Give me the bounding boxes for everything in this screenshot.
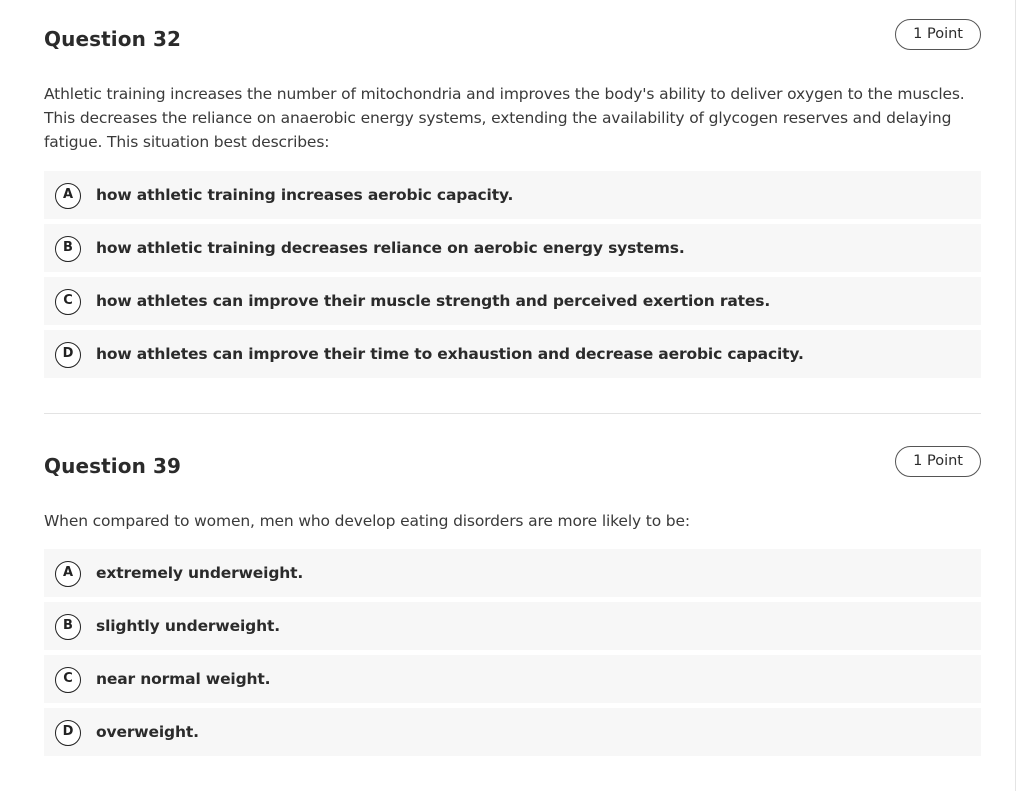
option-text: how athletes can improve their time to exhaustion and decrease aerobic capacity.: [96, 345, 804, 363]
answer-option-a[interactable]: [44, 549, 981, 597]
answer-options: [44, 549, 981, 761]
option-text: how athletic training decreases reliance on aerobic energy systems.: [96, 239, 685, 257]
option-letter-a: A: [55, 183, 81, 209]
question-title: Question 32: [44, 27, 181, 51]
question-header: [44, 25, 981, 65]
option-text: overweight.: [96, 723, 199, 741]
answer-option-b[interactable]: [44, 224, 981, 272]
question-title: Question 39: [44, 454, 181, 478]
question-32: [44, 25, 981, 363]
option-letter-b: B: [55, 614, 81, 640]
answer-options: [44, 171, 981, 383]
answer-option-a[interactable]: [44, 171, 981, 219]
points-badge: 1 Point: [895, 446, 981, 477]
option-letter-c: C: [55, 667, 81, 693]
option-text: near normal weight.: [96, 670, 271, 688]
option-text: slightly underweight.: [96, 617, 280, 635]
question-header: [44, 452, 981, 492]
option-letter-a: A: [55, 561, 81, 587]
answer-option-d[interactable]: [44, 708, 981, 756]
option-letter-d: D: [55, 342, 81, 368]
answer-option-c[interactable]: [44, 655, 981, 703]
option-text: how athletic training increases aerobic capacity.: [96, 186, 514, 204]
option-letter-b: B: [55, 236, 81, 262]
answer-option-c[interactable]: [44, 277, 981, 325]
option-letter-d: D: [55, 720, 81, 746]
answer-option-d[interactable]: [44, 330, 981, 378]
points-badge: 1 Point: [895, 19, 981, 50]
answer-option-b[interactable]: [44, 602, 981, 650]
option-letter-c: C: [55, 289, 81, 315]
question-prompt: Athletic training increases the number of mitochondria and improves the body's ability to deliver oxygen to the muscles. This decreases the reliance on anaerobic energy systems, extending the availability of glycogen reserves and delaying fatigue. This situation best describes:: [44, 85, 965, 151]
question-39: [44, 452, 981, 741]
scrollbar-track[interactable]: [1015, 0, 1024, 791]
question-divider: [44, 413, 981, 414]
question-prompt: When compared to women, men who develop eating disorders are more likely to be:: [44, 512, 690, 530]
option-text: extremely underweight.: [96, 564, 304, 582]
option-text: how athletes can improve their muscle strength and perceived exertion rates.: [96, 292, 771, 310]
